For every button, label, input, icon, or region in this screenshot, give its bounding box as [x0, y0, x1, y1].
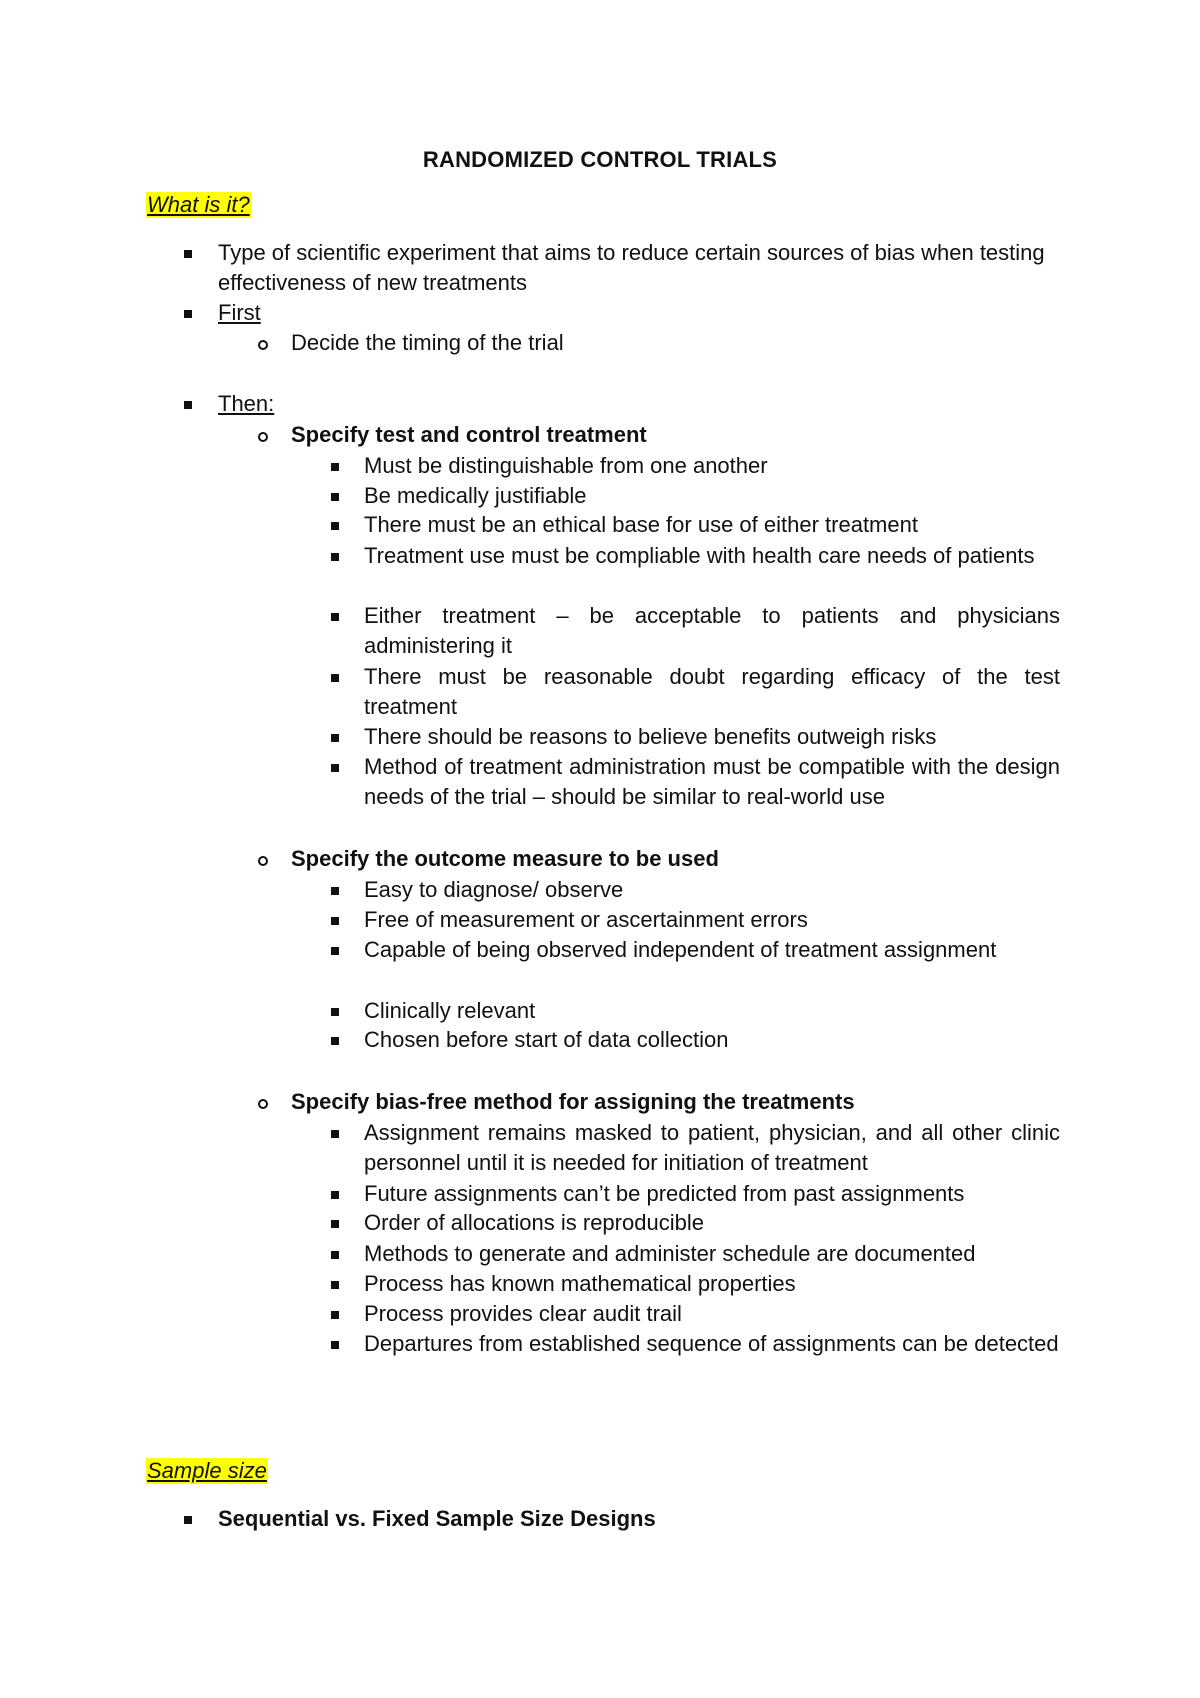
circle-bullet-icon [258, 432, 268, 442]
square-bullet-icon [331, 674, 339, 682]
list-item: Either treatment – be acceptable to patients and physicians administering it [364, 603, 1060, 658]
circle-bullet-icon [258, 340, 268, 350]
subheading-outcome-measure: Specify the outcome measure to be used [291, 846, 719, 871]
list-item: Must be distinguishable from one another [364, 453, 768, 478]
list-item: Process provides clear audit trail [364, 1301, 682, 1326]
square-bullet-icon [331, 734, 339, 742]
square-bullet-icon [331, 553, 339, 561]
square-bullet-icon [184, 310, 192, 318]
square-bullet-icon [184, 250, 192, 258]
square-bullet-icon [331, 1341, 339, 1349]
square-bullet-icon [331, 1130, 339, 1138]
subheading-test-control: Specify test and control treatment [291, 422, 647, 447]
list-item: Departures from established sequence of assignments can be detected [364, 1331, 1059, 1356]
list-item: Easy to diagnose/ observe [364, 877, 624, 902]
list-item: Free of measurement or ascertainment errors [364, 907, 808, 932]
list-item: Be medically justifiable [364, 483, 587, 508]
then-item: Then: [218, 391, 275, 416]
square-bullet-icon [331, 493, 339, 501]
square-bullet-icon [331, 1311, 339, 1319]
list-item: Chosen before start of data collection [364, 1027, 729, 1052]
list-item: There should be reasons to believe benefits outweigh risks [364, 724, 937, 749]
list-item: Clinically relevant [364, 998, 536, 1023]
square-bullet-icon [331, 1191, 339, 1199]
square-bullet-icon [331, 947, 339, 955]
square-bullet-icon [331, 764, 339, 772]
sequential-vs-fixed-item: Sequential vs. Fixed Sample Size Designs [218, 1506, 656, 1531]
square-bullet-icon [331, 1251, 339, 1259]
square-bullet-icon [331, 1220, 339, 1228]
first-item: First [218, 300, 261, 325]
subheading-assignment-method: Specify bias-free method for assigning the treatments [291, 1089, 855, 1114]
square-bullet-icon [184, 1516, 192, 1524]
square-bullet-icon [331, 522, 339, 530]
square-bullet-icon [331, 1008, 339, 1016]
list-item: Treatment use must be compliable with health care needs of patients [364, 543, 1035, 568]
circle-bullet-icon [258, 1099, 268, 1109]
section-heading-sample-size: Sample size [147, 1458, 267, 1483]
square-bullet-icon [184, 401, 192, 409]
list-item: Assignment remains masked to patient, physician, and all other clinic personnel until it is needed for initiation of treatment [364, 1120, 1060, 1175]
list-item: There must be an ethical base for use of either treatment [364, 512, 918, 537]
circle-bullet-icon [258, 856, 268, 866]
list-item: Order of allocations is reproducible [364, 1210, 704, 1235]
section-heading-what-is-it: What is it? [147, 192, 250, 217]
list-item: Capable of being observed independent of treatment assignment [364, 937, 997, 962]
square-bullet-icon [331, 1037, 339, 1045]
definition-text: Type of scientific experiment that aims to reduce certain sources of bias when testing effectiveness of new treatments [218, 240, 1045, 295]
list-item: There must be reasonable doubt regarding efficacy of the test treatment [364, 664, 1060, 719]
list-item: Methods to generate and administer schedule are documented [364, 1241, 976, 1266]
square-bullet-icon [331, 463, 339, 471]
square-bullet-icon [331, 613, 339, 621]
document-title: RANDOMIZED CONTROL TRIALS [422, 147, 778, 172]
first-subitem: Decide the timing of the trial [291, 330, 564, 355]
square-bullet-icon [331, 917, 339, 925]
list-item: Method of treatment administration must be compatible with the design needs of the trial – should be similar to real-world use [364, 754, 1060, 809]
square-bullet-icon [331, 887, 339, 895]
list-item: Future assignments can’t be predicted from past assignments [364, 1181, 965, 1206]
list-item: Process has known mathematical properties [364, 1271, 796, 1296]
square-bullet-icon [331, 1281, 339, 1289]
